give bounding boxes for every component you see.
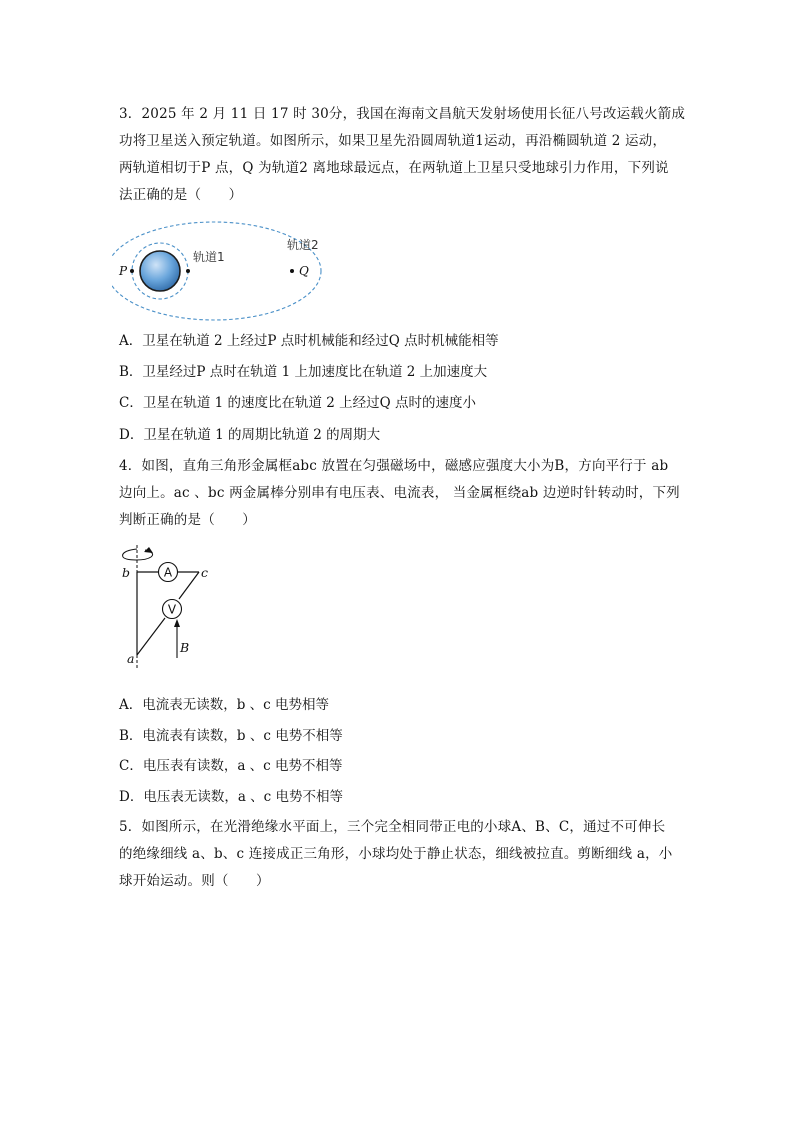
label-a: a	[127, 651, 135, 666]
question-5-line: 5．如图所示，在光滑绝缘水平面上，三个完全相同带正电的小球A、B、C，通过不可伸长	[119, 819, 666, 835]
question-3-line: 两轨道相切于P 点，Q 为轨道2 离地球最远点，在两轨道上卫星只受地球引力作用，下列说	[119, 160, 669, 176]
earth-sphere	[140, 251, 180, 291]
question-3-option-d: D．卫星在轨道 1 的周期比轨道 2 的周期大	[119, 427, 381, 443]
question-3-line: 功将卫星送入预定轨道。如图所示，如果卫星先沿圆周轨道1运动，再沿椭圆轨道 2 运动，	[119, 133, 667, 149]
question-4-option-a: A．电流表无读数，b 、c 电势相等	[119, 697, 330, 713]
question-5-line: 的绝缘细线 a、b、c 连接成正三角形，小球均处于静止状态，细线被拉直。剪断细线 a，小	[119, 846, 673, 862]
label-b: b	[122, 565, 131, 580]
question-4-stem	[119, 453, 679, 534]
question-4-line: 边向上。ac 、bc 两金属棒分别串有电压表、电流表， 当金属框绕ab 边逆时针转动时，下列	[119, 485, 680, 501]
question-3-line: 法正确的是（ ）	[119, 187, 243, 203]
question-4-line: 判断正确的是（ ）	[119, 512, 256, 528]
label-Q: Q	[299, 264, 309, 278]
point-P-dot	[130, 269, 134, 273]
question-4-option-c: C．电压表有读数，a 、c 电势不相等	[119, 758, 343, 774]
rotating-frame-diagram	[115, 540, 225, 670]
point-Q-dot	[290, 269, 294, 273]
label-orbit-1: 轨道1	[193, 250, 225, 264]
label-P: P	[119, 264, 128, 278]
field-B-arrowhead	[174, 619, 180, 627]
label-c: c	[201, 565, 209, 580]
side-ac	[137, 618, 165, 655]
question-3-option-b: B．卫星经过P 点时在轨道 1 上加速度比在轨道 2 上加速度大	[119, 364, 488, 380]
question-3-option-a: A．卫星在轨道 2 上经过P 点时机械能和经过Q 点时机械能相等	[119, 333, 499, 349]
side-ac	[179, 572, 199, 599]
label-B: B	[180, 640, 190, 655]
question-4-option-b: B．电流表有读数，b 、c 电势不相等	[119, 728, 343, 744]
question-3-option-c: C．卫星在轨道 1 的速度比在轨道 2 上经过Q 点时的速度小	[119, 395, 477, 411]
question-3-stem	[119, 101, 686, 209]
voltmeter-label: V	[167, 602, 177, 617]
question-5-line: 球开始运动。则（ ）	[119, 873, 270, 889]
question-4-line: 4．如图，直角三角形金属框abc 放置在匀强磁场中，磁感应强度大小为B，方向平行于 ab	[119, 458, 669, 474]
question-3-line: 3．2025 年 2 月 11 日 17 时 30分，我国在海南文昌航天发射场使用长征八号改运载火箭成	[119, 106, 686, 122]
label-orbit-2: 轨道2	[287, 238, 319, 252]
orbit-1-right-dot	[186, 269, 190, 273]
question-4-option-d: D．电压表无读数，a 、c 电势不相等	[119, 789, 344, 805]
orbit-diagram	[112, 216, 347, 328]
question-5-stem	[119, 814, 679, 895]
ammeter-label: A	[163, 565, 173, 580]
